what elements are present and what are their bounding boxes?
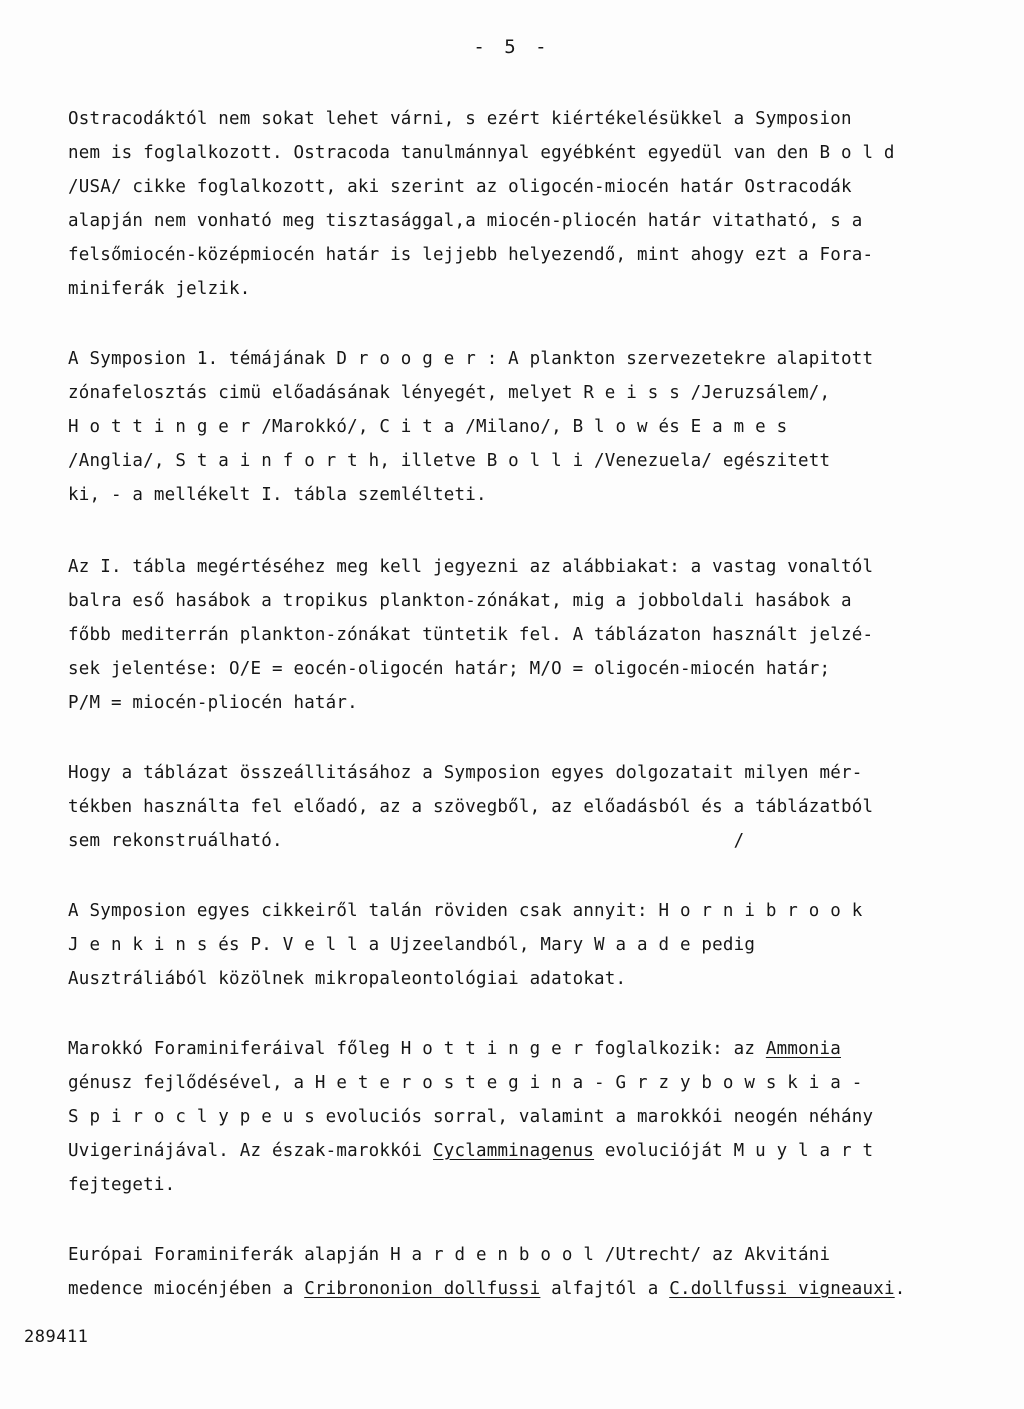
text-line: tékben használta fel előadó, az a szövegből, az előadásból és a táblázatból (68, 797, 874, 817)
text-line: S p i r o c l y p e u s evoluciós sorral, valamint a marokkói neogén néhány (68, 1107, 874, 1127)
paragraph-europa (68, 1238, 968, 1306)
species-name-vigneauxi: C.dollfussi vigneauxi (669, 1279, 895, 1299)
paragraph-reconstruction (68, 756, 968, 858)
text-line: génusz fejlődésével, a H e t e r o s t e g i n a - G r z y b o w s k i a - (68, 1073, 863, 1093)
text-run: Uvigerinájával. Az észak-marokkói (68, 1141, 434, 1161)
text-run: alfajtól a (540, 1279, 670, 1299)
text-line (68, 1134, 968, 1168)
text-line: H o t t i n g e r /Marokkó/, C i t a /Milano/, B l o w és E a m e s (68, 417, 788, 437)
text-line: főbb mediterrán plankton-zónákat tüntetik fel. A táblázaton használt jelzé- (68, 625, 874, 645)
text-line: /USA/ cikke foglalkozott, aki szerint az oligocén-miocén határ Ostracodák (68, 177, 852, 197)
text-line: A Symposion egyes cikkeiről talán röviden csak annyit: H o r n i b r o o k (68, 901, 863, 921)
text-line: balra eső hasábok a tropikus plankton-zónákat, mig a jobboldali hasábok a (68, 591, 852, 611)
text-line: miniferák jelzik. (68, 279, 251, 299)
paragraph-ostracoda (68, 102, 968, 306)
text-run: . (894, 1279, 906, 1299)
text-line: Ausztráliából közölnek mikropaleontológiai adatokat. (68, 969, 627, 989)
text-line: Ostracodáktól nem sokat lehet várni, s ezért kiértékelésükkel a Symposion (68, 109, 852, 129)
text-line: zónafelosztás cimü előadásának lényegét, melyet R e i s s /Jeruzsálem/, (68, 383, 831, 403)
text-run: Marokkó Foraminiferáival főleg H o t t i n g e r foglalkozik: az (68, 1039, 766, 1059)
text-line (68, 1272, 968, 1306)
text-line: P/M = miocén-pliocén határ. (68, 693, 358, 713)
species-name-cribrononion: Cribrononion dollfussi (304, 1279, 541, 1299)
page-number: - 5 - (473, 36, 551, 58)
genus-name-cyclammina: Cyclamminagenus (433, 1141, 595, 1161)
text-line: fejtegeti. (68, 1175, 176, 1195)
text-line: Az I. tábla megértéséhez meg kell jegyezni az alábbiakat: a vastag vonaltól (68, 557, 874, 577)
text-line: sek jelentése: O/E = eocén-oligocén határ; M/O = oligocén-miocén határ; (68, 659, 831, 679)
paragraph-symposion-theme (68, 342, 968, 512)
text-run: medence miocénjében a (68, 1279, 305, 1299)
text-line: Hogy a táblázat összeállitásához a Symposion egyes dolgozatait milyen mér- (68, 763, 863, 783)
text-line: Európai Foraminiferák alapján H a r d e n b o o l /Utrecht/ az Akvitáni (68, 1245, 831, 1265)
text-line: sem rekonstruálható. / (68, 831, 745, 851)
text-line: J e n k i n s és P. V e l l a Ujzeelandból, Mary W a a d e pedig (68, 935, 756, 955)
text-line: A Symposion 1. témájának D r o o g e r : A plankton szervezetekre alapitott (68, 349, 874, 369)
text-line: nem is foglalkozott. Ostracoda tanulmánnyal egyébként egyedül van den B o l d (68, 143, 895, 163)
text-line: felsőmiocén-középmiocén határ is lejjebb helyezendő, mint ahogy ezt a Fora- (68, 245, 874, 265)
text-line: /Anglia/, S t a i n f o r t h, illetve B o l l i /Venezuela/ egészitett (68, 451, 831, 471)
text-run: evolucióját M u y l a r t (594, 1141, 874, 1161)
text-line: ki, - a mellékelt I. tábla szemlélteti. (68, 485, 487, 505)
document-id: 289411 (24, 1327, 89, 1347)
paragraph-marokko (68, 1032, 968, 1202)
text-line: alapján nem vonható meg tisztasággal,a miocén-pliocén határ vitatható, s a (68, 211, 863, 231)
paragraph-symposion-articles (68, 894, 968, 996)
genus-name-ammonia: Ammonia (765, 1039, 841, 1059)
paragraph-table-notes (68, 550, 968, 720)
text-line (68, 1032, 968, 1066)
